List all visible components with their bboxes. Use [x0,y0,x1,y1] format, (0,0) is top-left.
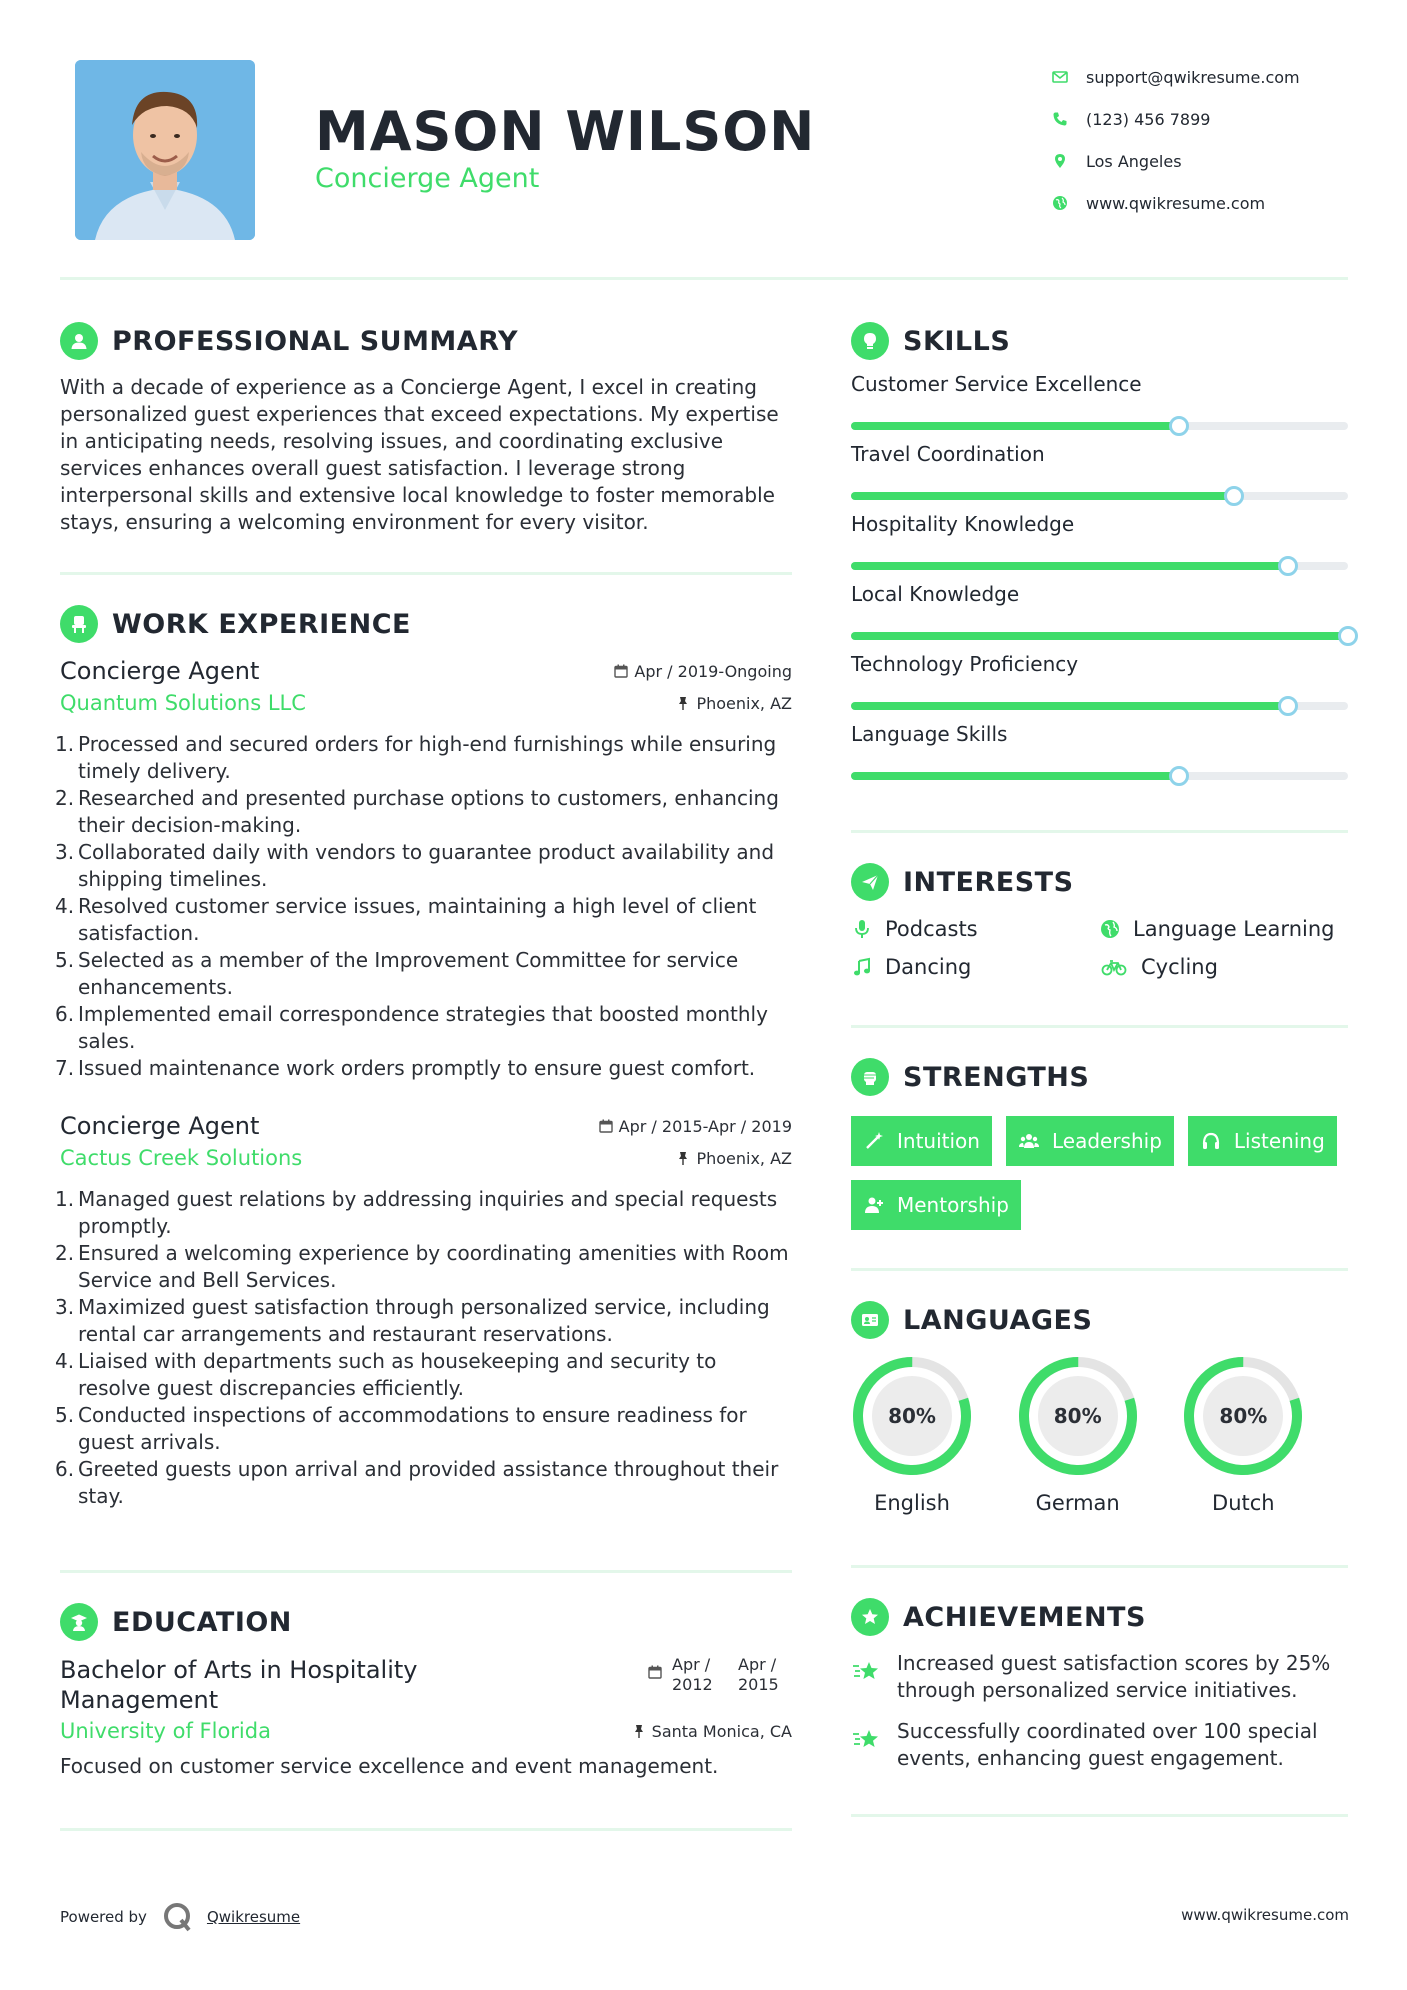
skill-name: Travel Coordination [851,442,1045,466]
summary-title: PROFESSIONAL SUMMARY [112,325,519,357]
skill-item [851,582,1348,640]
skill-name: Customer Service Excellence [851,372,1142,396]
candidate-name: MASON WILSON [315,100,816,163]
skill-item [851,652,1348,710]
language-percent: 80% [1219,1404,1268,1428]
skill-bar-knob [1224,486,1244,506]
duty-list [55,731,792,1082]
skill-bar-knob [1338,626,1358,646]
section-divider [851,1025,1348,1028]
strength-tag: Leadership [1006,1116,1174,1166]
footer-branding [60,1900,300,1934]
skill-bar-knob [1169,416,1189,436]
skill-item [851,442,1348,500]
section-divider [851,1814,1348,1817]
interest-item: Language Learning [1099,917,1348,941]
header-divider [60,277,1348,280]
interest-item: Podcasts [851,917,1099,941]
users-icon [1018,1130,1040,1152]
bicycle-icon [1099,956,1129,978]
education-title: EDUCATION [112,1606,292,1638]
school-name: University of Florida [60,1719,271,1743]
language-name: English [874,1491,950,1515]
graduate-icon [60,1603,98,1641]
skill-item [851,512,1348,570]
strengths-heading [851,1058,1348,1096]
strength-tag: Mentorship [851,1180,1021,1230]
envelope-icon [1052,69,1086,85]
education-description: Focused on customer service excellence and event management. [60,1754,719,1778]
education-date [648,1655,792,1695]
duty-item: 1. Processed and secured orders for high-end furnishings while ensuring timely delivery. [55,732,777,783]
company-name: Cactus Creek Solutions [60,1146,303,1170]
globe-icon [1099,918,1121,940]
paper-plane-icon [851,863,889,901]
contact-website[interactable] [1052,182,1382,224]
languages-list [851,1355,1348,1515]
calendar-icon [599,1119,613,1133]
contact-phone[interactable] [1052,98,1382,140]
duty-list [55,1186,792,1510]
experience-title: WORK EXPERIENCE [112,608,411,640]
profile-photo [75,60,255,240]
job-entry [55,1112,792,1510]
skill-bar-knob [1169,766,1189,786]
left-column [55,322,792,1831]
achievement-item: Increased guest satisfaction scores by 25% through personalized service initiatives. [851,1650,1348,1704]
skill-item [851,722,1348,780]
achievements-title: ACHIEVEMENTS [903,1601,1146,1633]
skill-bar-knob [1278,696,1298,716]
education-heading [60,1603,792,1641]
section-divider [60,572,792,575]
duty-item: 7. Issued maintenance work orders promptly to ensure guest comfort. [55,1056,756,1080]
job-title: Concierge Agent [60,657,260,685]
languages-heading [851,1301,1348,1339]
education-start: Apr / 2012 [672,1655,713,1694]
fist-icon [851,1058,889,1096]
chair-icon [60,605,98,643]
job-entry [55,657,792,1082]
job-date-text: Apr / 2019-Ongoing [634,661,792,681]
skills-list [851,372,1348,780]
language-name: Dutch [1212,1491,1275,1515]
language-item [851,1355,1017,1515]
language-ring [1017,1355,1139,1477]
skill-bar-fill [851,632,1348,640]
languages-title: LANGUAGES [903,1304,1093,1336]
interest-item: Cycling [1099,955,1348,979]
duty-item: 2. Ensured a welcoming experience by coordinating amenities with Room Service and Bell Services. [55,1241,789,1292]
right-column [851,322,1348,1817]
powered-by-label: Powered by [60,1908,147,1926]
map-pin-icon [1052,153,1086,169]
strengths-title: STRENGTHS [903,1061,1090,1093]
calendar-icon [614,664,628,678]
user-icon [60,322,98,360]
footer-website[interactable]: www.qwikresume.com [1181,1906,1349,1924]
user-plus-icon [863,1194,885,1216]
skill-bar-knob [1278,556,1298,576]
skill-bar [851,562,1348,570]
pushpin-icon [632,1724,646,1738]
skill-bar [851,702,1348,710]
headphones-icon [1200,1130,1222,1152]
skill-name: Local Knowledge [851,582,1020,606]
interests-title: INTERESTS [903,866,1074,898]
duty-item: 3. Maximized guest satisfaction through personalized service, including rental car arrangements and restaurant reservations. [55,1295,770,1346]
contact-email-text: support@qwikresume.com [1086,67,1300,87]
contact-location [1052,140,1382,182]
language-percent: 80% [888,1404,936,1428]
skill-name: Hospitality Knowledge [851,512,1075,536]
star-badge-icon [851,1598,889,1636]
strength-tag: Listening [1188,1116,1337,1166]
skill-name: Language Skills [851,722,1008,746]
job-date-text: Apr / 2015-Apr / 2019 [618,1116,792,1136]
qwikresume-logo-icon [161,1900,195,1934]
section-divider [851,1565,1348,1568]
interests-heading [851,863,1348,901]
contact-website-text: www.qwikresume.com [1086,193,1266,213]
skill-bar-fill [851,702,1288,710]
language-item [1182,1355,1348,1515]
contact-list [1052,56,1382,224]
experience-heading [60,605,792,643]
language-ring [851,1355,973,1477]
skill-bar [851,632,1348,640]
interests-list [851,917,1348,979]
skill-bar [851,492,1348,500]
skills-heading [851,322,1348,360]
duty-item: 4. Liaised with departments such as housekeeping and security to resolve guest discrepancies efficiently. [55,1349,717,1400]
section-divider [851,830,1348,833]
duty-item: 5. Conducted inspections of accommodations to ensure readiness for guest arrivals. [55,1403,747,1454]
duty-item: 3. Collaborated daily with vendors to guarantee product availability and shipping timelines. [55,840,775,891]
job-location [676,694,792,713]
duty-item: 6. Implemented email correspondence strategies that boosted monthly sales. [55,1002,768,1053]
education-end: Apr / 2015 [738,1655,779,1694]
microphone-icon [851,918,873,940]
strengths-list [851,1116,1348,1230]
language-name: German [1035,1491,1120,1515]
duty-item: 2. Researched and presented purchase options to customers, enhancing their decision-making. [55,786,779,837]
duty-item: 6. Greeted guests upon arrival and provided assistance throughout their stay. [55,1457,779,1508]
job-date [614,662,792,681]
skill-bar-fill [851,772,1179,780]
job-location-text: Phoenix, AZ [696,1148,792,1168]
skill-bar [851,422,1348,430]
contact-email[interactable] [1052,56,1382,98]
company-name: Quantum Solutions LLC [60,691,306,715]
interest-item: Dancing [851,955,1099,979]
language-percent: 80% [1053,1404,1102,1428]
contact-phone-text: (123) 456 7899 [1086,109,1211,129]
globe-icon [1052,195,1086,211]
job-date [599,1117,792,1136]
lightbulb-icon [851,322,889,360]
skill-name: Technology Proficiency [851,652,1079,676]
magic-wand-icon [863,1130,885,1152]
summary-text: With a decade of experience as a Concierge Agent, I excel in creating personalized guest experiences that exceed expectations. My expertise in anticipating needs, resolving issues, and coordinating exclusive services enhances overall guest satisfaction. I leverage strong interpersonal skills and extensive local knowledge to foster memorable stays, ensuring a welcoming environment for every visitor. [60,375,779,534]
achievements-heading [851,1598,1348,1636]
contact-location-text: Los Angeles [1086,151,1182,171]
skill-bar [851,772,1348,780]
skill-bar-fill [851,562,1288,570]
star-icon [851,1724,883,1756]
language-ring [1182,1355,1304,1477]
duty-item: 5. Selected as a member of the Improvement Committee for service enhancements. [55,948,739,999]
candidate-role: Concierge Agent [315,163,540,194]
pushpin-icon [676,696,690,710]
phone-icon [1052,111,1086,127]
job-title: Concierge Agent [60,1112,260,1140]
achievement-item: Successfully coordinated over 100 special events, enhancing guest engagement. [851,1718,1348,1772]
duty-item: 1. Managed guest relations by addressing inquiries and special requests promptly. [55,1187,778,1238]
language-item [1017,1355,1183,1515]
job-location [676,1149,792,1168]
job-location-text: Phoenix, AZ [696,693,792,713]
education-entry [60,1655,792,1780]
pushpin-icon [676,1151,690,1165]
degree-title: Bachelor of Arts in Hospitality Management [60,1656,418,1714]
education-location-text: Santa Monica, CA [651,1721,792,1741]
duty-item: 4. Resolved customer service issues, maintaining a high level of client satisfaction. [55,894,757,945]
education-location [632,1722,792,1741]
calendar-icon [648,1665,662,1679]
id-card-icon [851,1301,889,1339]
skill-item [851,372,1348,430]
skills-title: SKILLS [903,325,1011,357]
strength-tag: Intuition [851,1116,992,1166]
brand-link[interactable]: Qwikresume [206,1908,301,1926]
section-divider [851,1268,1348,1271]
skill-bar-fill [851,492,1234,500]
section-divider [60,1570,792,1573]
music-note-icon [851,956,873,978]
section-divider [60,1828,792,1831]
summary-heading [60,322,792,360]
star-icon [851,1656,883,1688]
skill-bar-fill [851,422,1179,430]
